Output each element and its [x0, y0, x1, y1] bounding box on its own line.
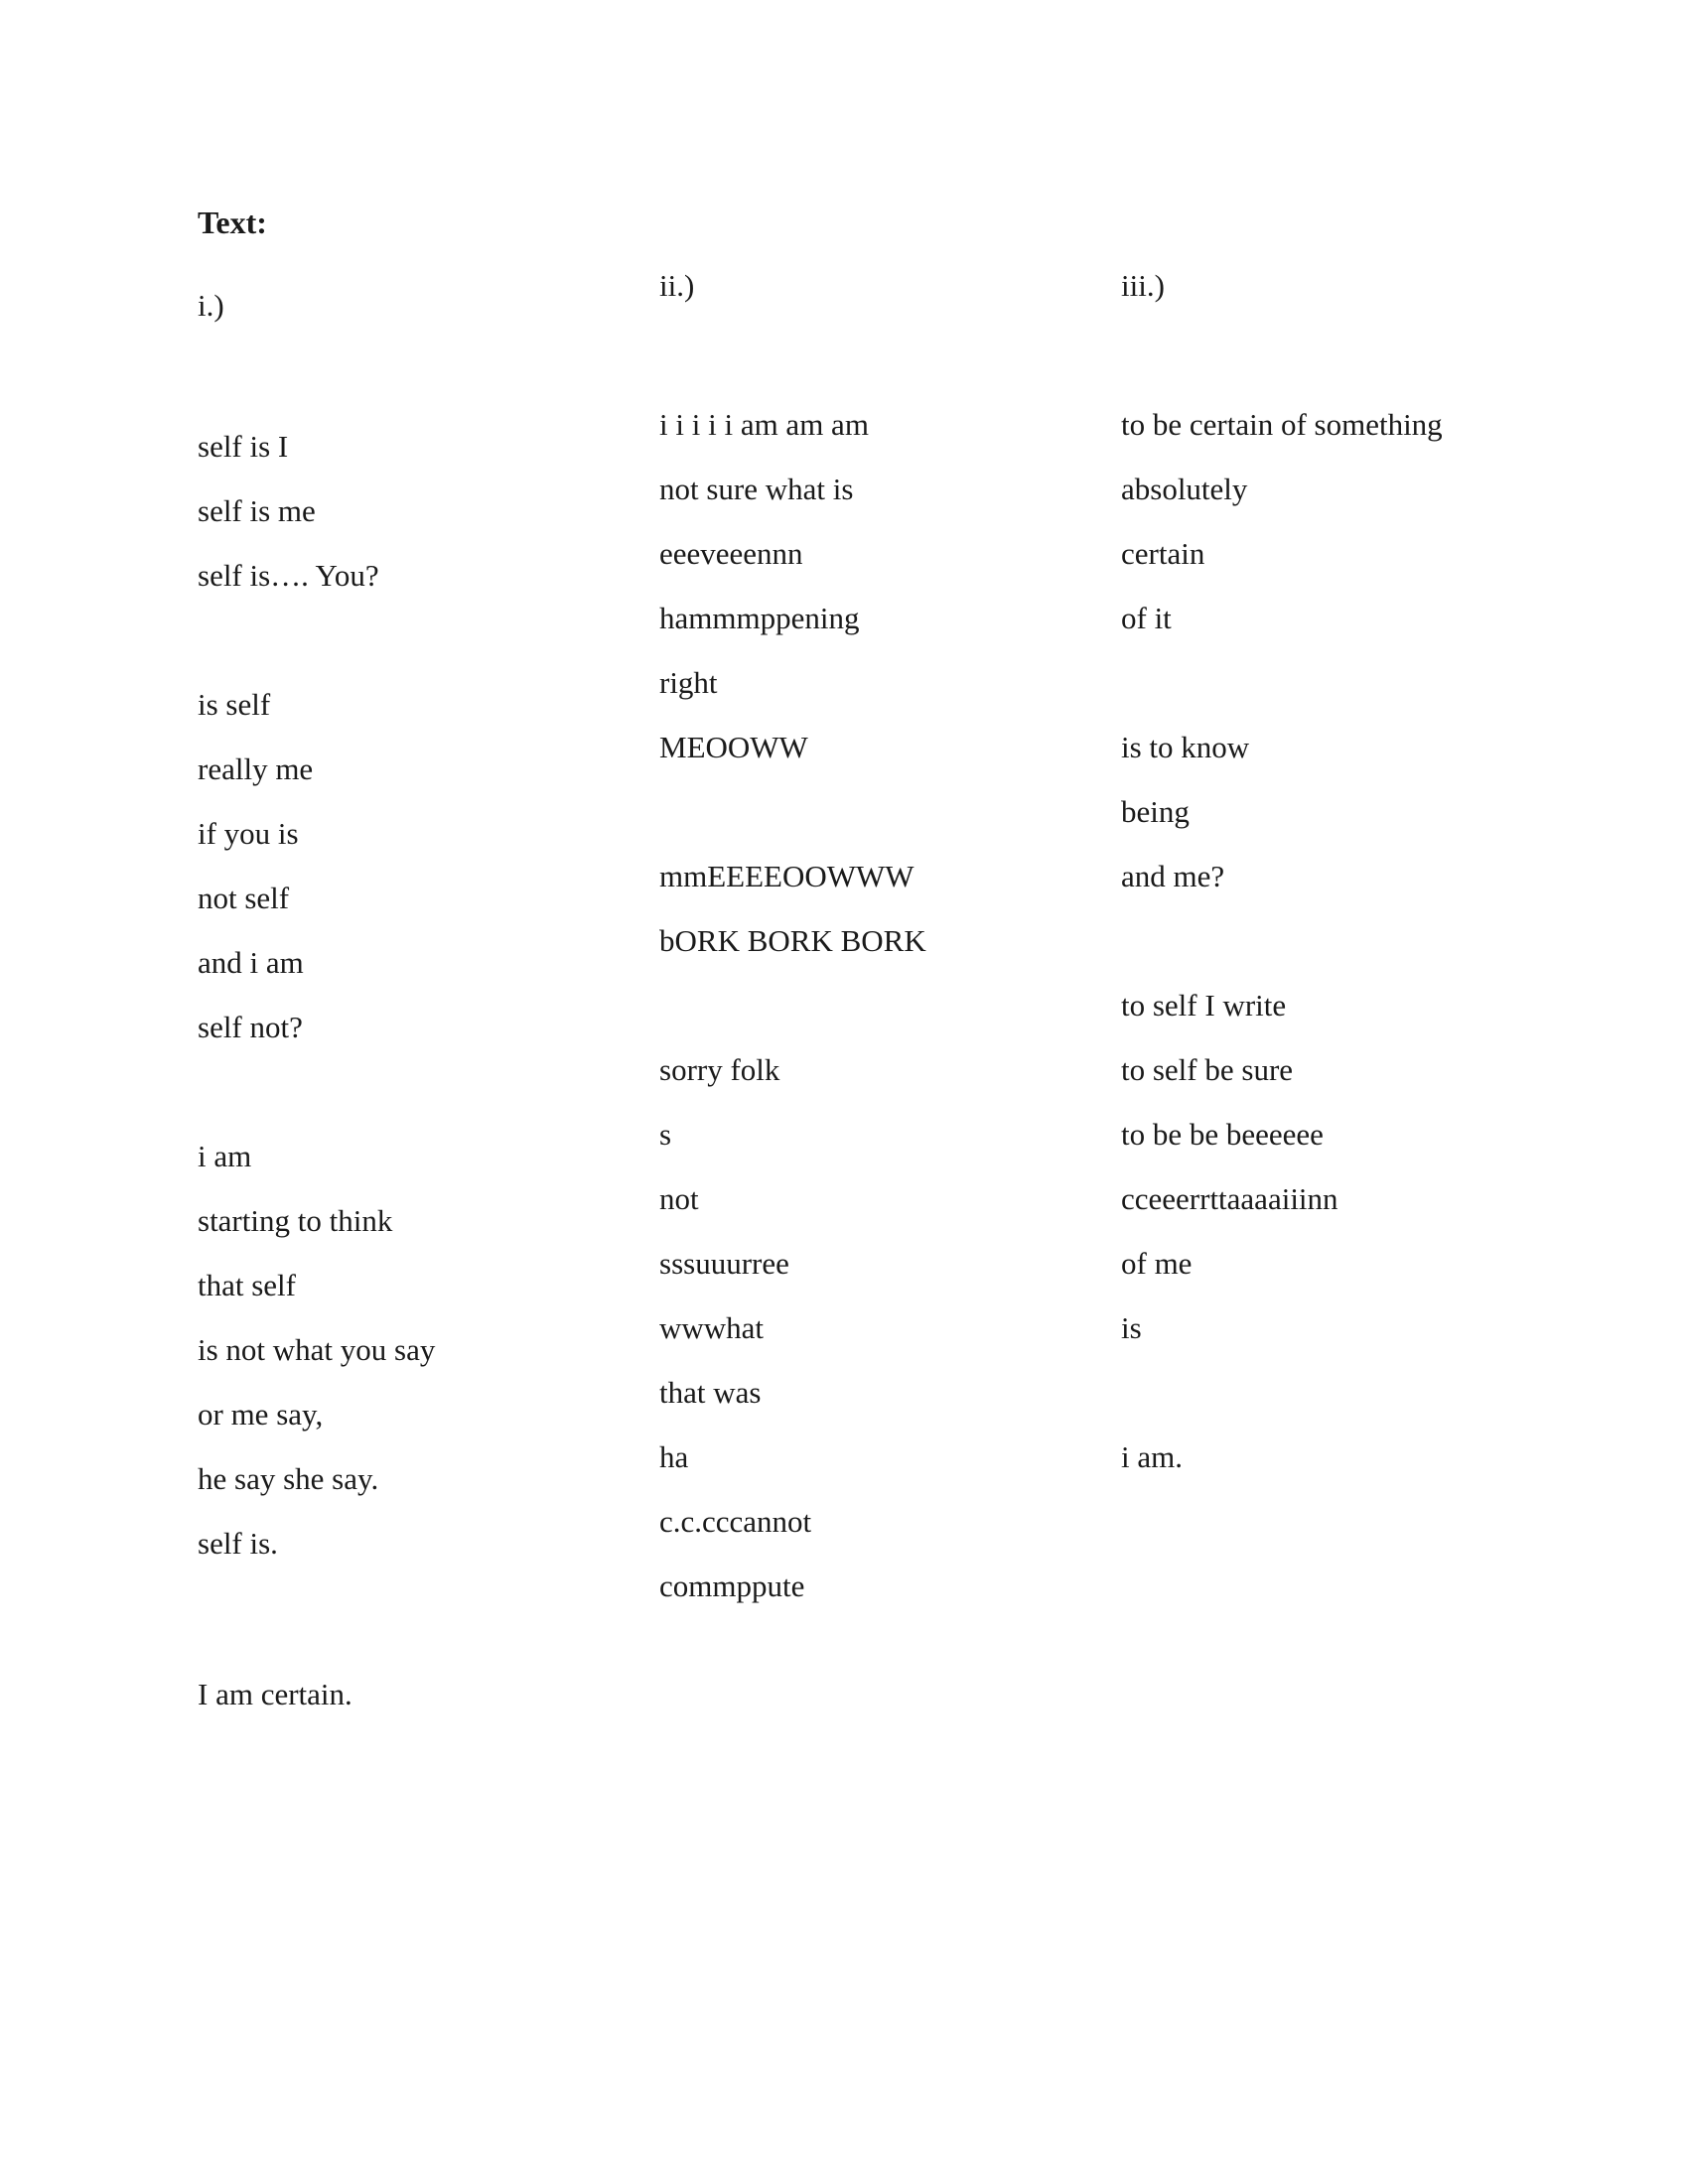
poem-line: starting to think: [198, 1203, 393, 1238]
poem-line: is not what you say: [198, 1332, 436, 1367]
poem-line: self is.: [198, 1526, 278, 1561]
poem-line: of it: [1121, 601, 1172, 635]
poem-line: commppute: [659, 1569, 805, 1603]
poem-line: eeeveeennn: [659, 536, 803, 571]
poem-line: he say she say.: [198, 1461, 379, 1496]
section-label: ii.): [659, 268, 695, 303]
poem-line: to self I write: [1121, 988, 1287, 1023]
poem-line: to self be sure: [1121, 1052, 1294, 1087]
poem-line: right: [659, 665, 718, 700]
poem-line: sorry folk: [659, 1052, 780, 1087]
poem-line: of me: [1121, 1246, 1193, 1281]
poem-line: that self: [198, 1268, 296, 1302]
poem-line: not: [659, 1181, 699, 1216]
poem-line: i am: [198, 1139, 252, 1173]
poem-line: self is I: [198, 429, 289, 464]
poem-line: that was: [659, 1375, 762, 1410]
poem-line: to be be beeeeee: [1121, 1117, 1324, 1152]
poem-line: mmEEEEOOWWW: [659, 859, 914, 893]
poem-line: being: [1121, 794, 1190, 829]
poem-line: self is me: [198, 493, 316, 528]
poem-line: self not?: [198, 1010, 303, 1044]
poem-line: is to know: [1121, 730, 1250, 764]
section-label: i.): [198, 288, 224, 323]
poem-line: self is…. You?: [198, 558, 379, 593]
poem-line: hammmppening: [659, 601, 860, 635]
poem-line: c.c.cccannot: [659, 1504, 812, 1539]
poem-line: certain: [1121, 536, 1205, 571]
page-heading: Text:: [198, 205, 267, 240]
poem-line: not sure what is: [659, 472, 854, 506]
poem-column-2: [659, 262, 1096, 1618]
poem-line: is self: [198, 687, 271, 722]
poem-line: if you is: [198, 816, 299, 851]
poem-line: MEOOWW: [659, 730, 808, 764]
poem-line: not self: [198, 881, 290, 915]
section-label: iii.): [1121, 268, 1165, 303]
poem-line: or me say,: [198, 1397, 324, 1432]
poem-line: really me: [198, 751, 314, 786]
poem-line: i am.: [1121, 1439, 1183, 1474]
poem-line: i i i i i am am am: [659, 407, 869, 442]
poem-line: absolutely: [1121, 472, 1248, 506]
poem-line: and i am: [198, 945, 304, 980]
poem-line: s: [659, 1117, 672, 1152]
poem-line: cceeerrttaaaaiiinn: [1121, 1181, 1338, 1216]
poem-column-1: [198, 262, 634, 1726]
poem-line: and me?: [1121, 859, 1225, 893]
poem-line: ha: [659, 1439, 689, 1474]
poem-line: to be certain of something: [1121, 407, 1443, 442]
poem-line: bORK BORK BORK: [659, 923, 926, 958]
poem-line: is: [1121, 1310, 1142, 1345]
poem-line: I am certain.: [198, 1677, 352, 1711]
poem-line: wwwhat: [659, 1310, 765, 1345]
poem-line: sssuuurree: [659, 1246, 789, 1281]
poem-column-3: [1121, 262, 1558, 1489]
